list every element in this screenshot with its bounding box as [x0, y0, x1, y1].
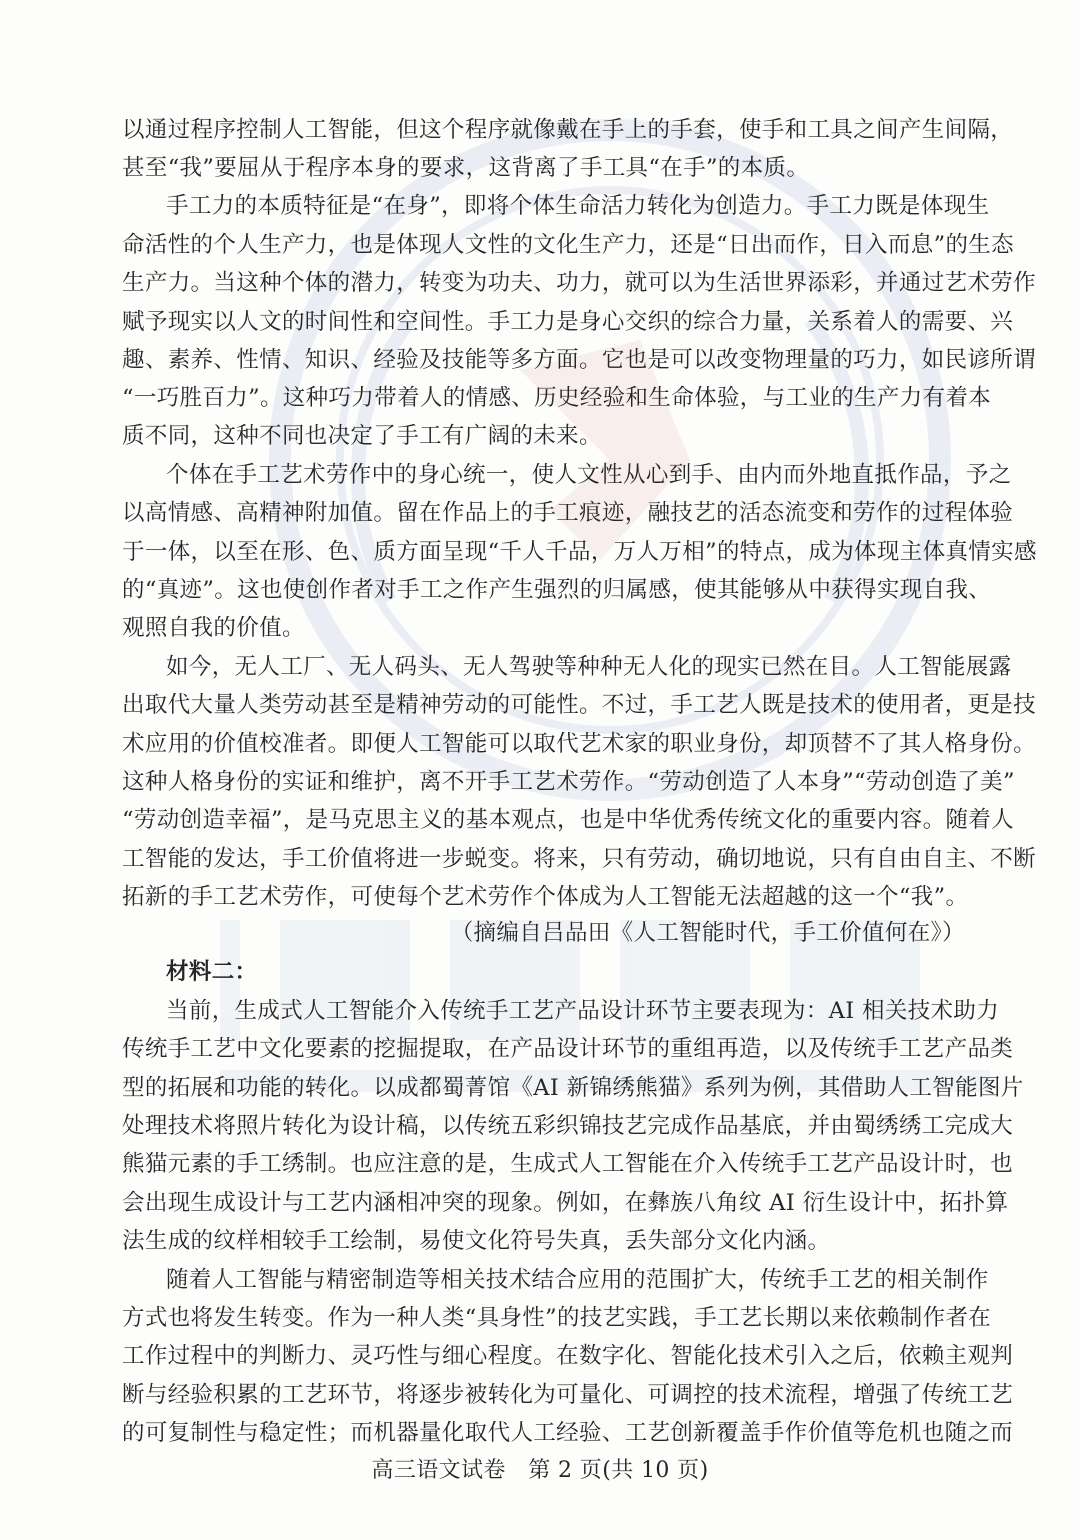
paragraph-line: 观照自我的价值。 [122, 615, 305, 641]
paragraph-line: 赋予现实以人文的时间性和空间性。手工力是身心交织的综合力量，关系着人的需要、兴 [122, 309, 1014, 335]
paragraph-line: 质不同，这种不同也决定了手工有广阔的未来。 [122, 423, 602, 449]
paragraph-line: 术应用的价值校准者。即便人工智能可以取代艺术家的职业身份，却顶替不了其人格身份。 [122, 731, 1037, 757]
paragraph-line: 以通过程序控制人工智能，但这个程序就像戴在手上的手套，使手和工具之间产生间隔， [122, 117, 1014, 143]
paragraph-line: 的可复制性与稳定性；而机器量化取代人工经验、工艺创新覆盖手作价值等危机也随之而 [122, 1420, 1014, 1446]
paragraph-line: 的“真迹”。这也使创作者对手工之作产生强烈的归属感，使其能够从中获得实现自我、 [122, 577, 992, 603]
paragraph-line: 命活性的个人生产力，也是体现人文性的文化生产力，还是“日出而作，日入而息”的生态 [122, 232, 1015, 258]
paragraph-line: 传统手工艺中文化要素的挖掘提取，在产品设计环节的重组再造，以及传统手工艺产品类 [122, 1036, 1014, 1062]
paragraph-line: 工智能的发达，手工价值将进一步蜕变。将来，只有劳动，确切地说，只有自由自主、不断 [122, 846, 1037, 872]
paragraph-line: 以高情感、高精神附加值。留在作品上的手工痕迹，融技艺的活态流变和劳作的过程体验 [122, 500, 1014, 526]
paragraph-line: 如今，无人工厂、无人码头、无人驾驶等种种无人化的现实已然在目。人工智能展露 [166, 654, 1012, 680]
paragraph-line: “一巧胜百力”。这种巧力带着人的情感、历史经验和生命体验，与工业的生产力有着本 [122, 385, 992, 411]
paragraph-line: 这种人格身份的实证和维护，离不开手工艺术劳作。“劳动创造了人本身”“劳动创造了美” [122, 769, 1015, 795]
paragraph-line: 手工力的本质特征是“在身”，即将个体生命活力转化为创造力。手工力既是体现生 [166, 193, 990, 219]
paragraph-line: 于一体，以至在形、色、质方面呈现“千人千品，万人万相”的特点，成为体现主体真情实感 [122, 539, 1037, 565]
paragraph-line: 随着人工智能与精密制造等相关技术结合应用的范围扩大，传统手工艺的相关制作 [166, 1267, 989, 1293]
paragraph-line: 出取代大量人类劳动甚至是精神劳动的可能性。不过，手工艺人既是技术的使用者，更是技 [122, 692, 1037, 718]
paragraph-line: 断与经验积累的工艺环节，将逐步被转化为可量化、可调控的技术流程，增强了传统工艺 [122, 1382, 1014, 1408]
paragraph-line: 生产力。当这种个体的潜力，转变为功夫、功力，就可以为生活世界添彩，并通过艺术劳作 [122, 270, 1037, 296]
paragraph-line: 型的拓展和功能的转化。以成都蜀菁馆《AI 新锦绣熊猫》系列为例，其借助人工智能图片 [122, 1075, 1024, 1101]
page-footer: 高三语文试卷 第 2 页(共 10 页) [371, 1458, 709, 1483]
paragraph-line: 熊猫元素的手工绣制。也应注意的是，生成式人工智能在介入传统手工艺产品设计时，也 [122, 1151, 1014, 1177]
paragraph-line: 当前，生成式人工智能介入传统手工艺产品设计环节主要表现为：AI 相关技术助力 [166, 998, 1000, 1024]
paragraph-line: 甚至“我”要屈从于程序本身的要求，这背离了手工具“在手”的本质。 [122, 155, 810, 181]
article-source: （摘编自吕品田《人工智能时代，手工价值何在》） [450, 920, 965, 946]
paragraph-line: 趣、素养、性情、知识、经验及技能等多方面。它也是可以改变物理量的巧力，如民谚所谓 [122, 347, 1037, 373]
material-two-heading: 材料二： [166, 959, 258, 985]
paragraph-line: 法生成的纹样相较手工绘制，易使文化符号失真，丢失部分文化内涵。 [122, 1228, 831, 1254]
paragraph-line: 拓新的手工艺术劳作，可使每个艺术劳作个体成为人工智能无法超越的这一个“我”。 [122, 884, 969, 910]
paragraph-line: 会出现生成设计与工艺内涵相冲突的现象。例如，在彝族八角纹 AI 衍生设计中，拓扑算 [122, 1190, 1009, 1216]
paragraph-line: 工作过程中的判断力、灵巧性与细心程度。在数字化、智能化技术引入之后，依赖主观判 [122, 1343, 1014, 1369]
paragraph-line: 方式也将发生转变。作为一种人类“具身性”的技艺实践，手工艺长期以来依赖制作者在 [122, 1305, 992, 1331]
paragraph-line: 个体在手工艺术劳作中的身心统一，使人文性从心到手、由内而外地直抵作品，予之 [166, 462, 1012, 488]
paragraph-line: “劳动创造幸福”，是马克思主义的基本观点，也是中华优秀传统文化的重要内容。随着人 [122, 807, 1015, 833]
paragraph-line: 处理技术将照片转化为设计稿，以传统五彩织锦技艺完成作品基底，并由蜀绣绣工完成大 [122, 1113, 1014, 1139]
